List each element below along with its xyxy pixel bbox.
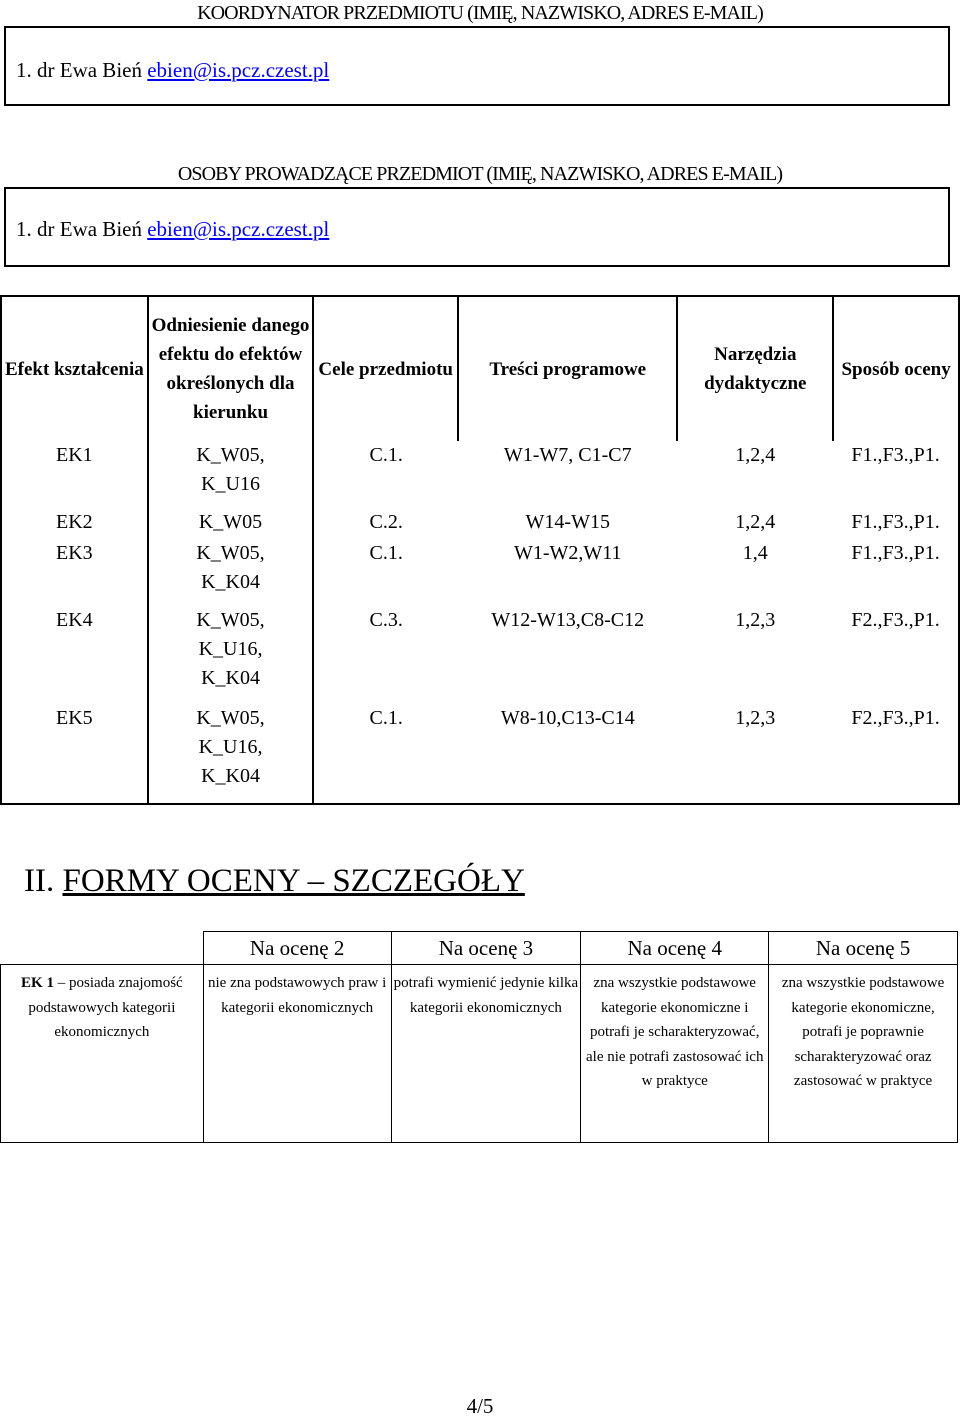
header-grade-2: Na ocenę 2 [203, 932, 391, 965]
cell-goals: C.2. [369, 511, 403, 533]
instructor-email-link[interactable]: ebien@is.pcz.czest.pl [147, 217, 330, 241]
instructor-name: 1. dr Ewa Bień [16, 217, 142, 241]
table-row [1, 441, 959, 508]
cell-effect: EK4 [1, 606, 148, 704]
cell-content: W8-10,C13-C14 [458, 704, 677, 804]
coordinator-name: 1. dr Ewa Bień [16, 58, 142, 82]
cell-goals: C.1. [369, 444, 403, 466]
cell-assessment: F2.,F3.,P1. [833, 606, 959, 704]
cell-effect: EK1 [1, 441, 148, 508]
instructors-heading: OSOBY PROWADZĄCE PRZEDMIOT (IMIĘ, NAZWISKO, ADRES E-MAIL) [177, 163, 783, 185]
grading-row-label [1, 965, 204, 1143]
cell-assessment: F1.,F3.,P1. [833, 539, 959, 606]
header-grade-4: Na ocenę 4 [581, 932, 769, 965]
page-number: 4/5 [466, 1394, 494, 1418]
cell-tools: 1,2,3 [677, 704, 833, 804]
header-reference: Odniesienie danego efektu do efektów określonych dla kierunku [148, 296, 314, 441]
grading-header-empty [1, 932, 204, 965]
cell-effect: EK2 [1, 508, 148, 539]
coordinator-email-link[interactable]: ebien@is.pcz.czest.pl [147, 58, 330, 82]
coordinator-heading: KOORDYNATOR PRZEDMIOTU (IMIĘ, NAZWISKO, ADRES E-MAIL) [197, 2, 763, 24]
learning-effects-table [0, 295, 960, 805]
grade-2-criteria: nie zna podstawowych praw i kategorii ekonomicznych [203, 965, 391, 1143]
cell-assessment: F2.,F3.,P1. [833, 704, 959, 804]
cell-effect: EK5 [1, 704, 148, 804]
cell-tools: 1,2,4 [735, 444, 776, 466]
section-number: II. [24, 863, 55, 899]
grade-4-criteria: zna wszystkie podstawowe kategorie ekonomiczne i potrafi je scharakteryzować, ale nie potrafi zastosować ich w praktyce [581, 965, 769, 1143]
header-assessment: Sposób oceny [833, 296, 959, 441]
cell-tools: 1,4 [742, 542, 768, 564]
cell-goals: C.1. [313, 704, 458, 804]
cell-assessment: F1.,F3.,P1. [833, 441, 959, 508]
cell-tools: 1,2,3 [735, 609, 776, 631]
table-row [1, 965, 958, 1143]
cell-content: W14-W15 [525, 511, 610, 533]
grading-row-label-code: EK 1 [21, 975, 54, 991]
cell-content: W1-W2,W11 [513, 542, 622, 564]
cell-effect: EK3 [1, 539, 148, 606]
grade-3-criteria: potrafi wymienić jedynie kilka kategorii ekonomicznych [391, 965, 581, 1143]
section-title-text: FORMY OCENY – SZCZEGÓŁY [62, 863, 525, 899]
header-grade-3: Na ocenę 3 [391, 932, 581, 965]
section-title [24, 863, 525, 900]
header-effect: Efekt kształcenia [1, 296, 148, 441]
table-row [1, 508, 959, 539]
table-row [1, 704, 959, 804]
cell-reference: K_W05 [148, 508, 314, 539]
cell-reference: K_W05, K_U16 [148, 441, 314, 508]
cell-tools: 1,2,4 [735, 511, 776, 533]
header-tools: Narzędzia dydaktyczne [677, 296, 833, 441]
cell-goals: C.3. [369, 609, 403, 631]
grading-table [0, 931, 958, 1143]
cell-content: W12-W13,C8-C12 [491, 609, 645, 631]
cell-goals: C.1. [369, 542, 403, 564]
cell-reference: K_W05, K_U16, K_K04 [148, 606, 314, 704]
cell-assessment: F1.,F3.,P1. [833, 508, 959, 539]
table-row [1, 539, 959, 606]
cell-reference: K_W05, K_U16, K_K04 [148, 704, 314, 804]
header-goals: Cele przedmiotu [313, 296, 458, 441]
coordinator-box [4, 26, 950, 106]
grade-5-criteria: zna wszystkie podstawowe kategorie ekonomiczne, potrafi je poprawnie scharakteryzować oraz zastosować w praktyce [769, 965, 958, 1143]
header-grade-5: Na ocenę 5 [769, 932, 958, 965]
grading-header-row [1, 932, 958, 965]
cell-reference: K_W05, K_K04 [148, 539, 314, 606]
instructors-entry [16, 217, 329, 242]
coordinator-entry [16, 58, 329, 83]
effects-header-row [1, 296, 959, 441]
cell-content: W1-W7, C1-C7 [503, 444, 632, 466]
table-row [1, 606, 959, 704]
header-content: Treści programowe [458, 296, 677, 441]
instructors-box [4, 187, 950, 267]
grading-row-label-text: – posiada znajomość podstawowych kategorii ekonomicznych [28, 975, 183, 1040]
